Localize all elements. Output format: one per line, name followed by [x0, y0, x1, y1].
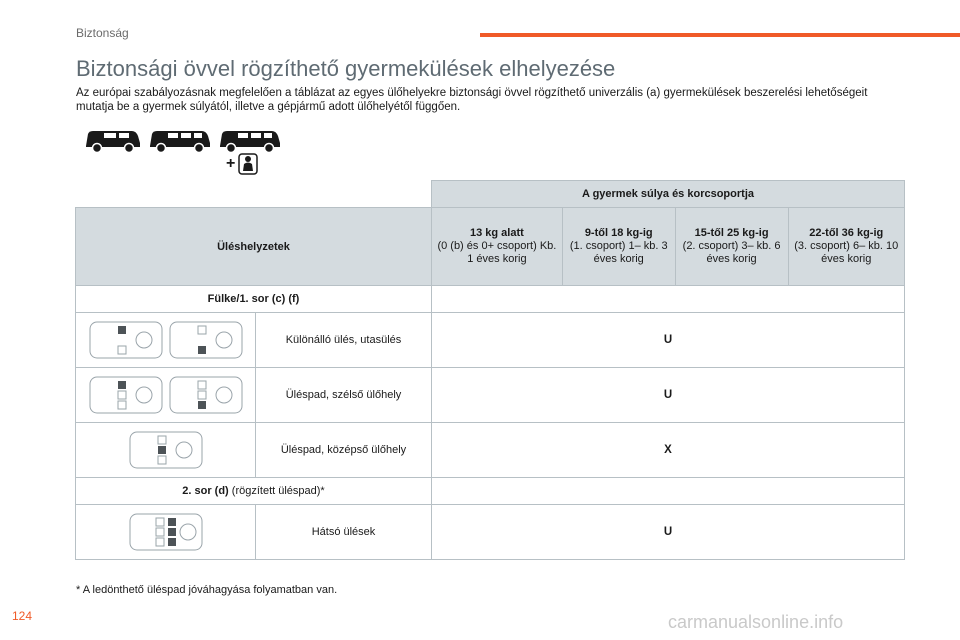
car-seat-diagram [76, 505, 256, 560]
vehicle-icon-row [80, 128, 290, 178]
row-label: Különálló ülés, utasülés [256, 313, 432, 368]
intro-paragraph: Az európai szabályozásnak megfelelően a táblázat az egyes ülőhelyekre biztonsági övvel rögzíthető univerzális (a) gyermekülések beszerelési lehetőségeit mutatja be a gyermek súlyától, illetve a gépjármű adott ülőhelyétől függően. [76, 87, 868, 113]
page-number: 124 [12, 609, 33, 623]
table-row [76, 505, 905, 560]
van-icon [146, 128, 212, 154]
footnote: * A ledönthető üléspad jóváhagyása folyamatban van. [76, 584, 338, 596]
column-header: 15-től 25 kg-ig (2. csoport) 3– kb. 6 éves korig [675, 208, 788, 286]
page-header [0, 0, 960, 50]
row-label: Üléspad, szélső ülőhely [256, 368, 432, 423]
table-row [76, 423, 905, 478]
van-icon [82, 128, 142, 154]
column-header: 13 kg alatt (0 (b) és 0+ csoport) Kb. 1 éves korig [432, 208, 563, 286]
van-icon [216, 128, 282, 154]
section-label: Biztonság [76, 26, 129, 40]
table-row [76, 313, 905, 368]
row-value: U [432, 368, 905, 423]
column-header: 22-től 36 kg-ig (3. csoport) 6– kb. 10 éves korig [788, 208, 905, 286]
watermark: carmanualsonline.info [668, 612, 844, 632]
seat-position-header: Üléshelyzetek [76, 208, 432, 286]
child-seat-icon [238, 153, 258, 175]
table-blank-corner [76, 181, 432, 208]
row-value: U [432, 313, 905, 368]
table-row [76, 368, 905, 423]
car-seat-diagram [76, 368, 256, 423]
car-seat-diagram [76, 313, 256, 368]
row-label: Üléspad, középső ülőhely [256, 423, 432, 478]
car-seat-diagram [76, 423, 256, 478]
section-row-front: Fülke/1. sor (c) (f) [76, 286, 432, 313]
section-row-rear: 2. sor (d) (rögzített üléspad)* [76, 478, 432, 505]
weight-group-header: A gyermek súlya és korcsoportja [432, 181, 905, 208]
row-value: U [432, 505, 905, 560]
row-value: X [432, 423, 905, 478]
column-header: 9-től 18 kg-ig (1. csoport) 1– kb. 3 éves korig [562, 208, 675, 286]
child-seat-table [75, 180, 905, 560]
accent-bar [480, 33, 960, 37]
plus-sign: + [226, 155, 236, 172]
row-label: Hátsó ülések [256, 505, 432, 560]
page-title: Biztonsági övvel rögzíthető gyermekülések elhelyezése [76, 56, 616, 81]
